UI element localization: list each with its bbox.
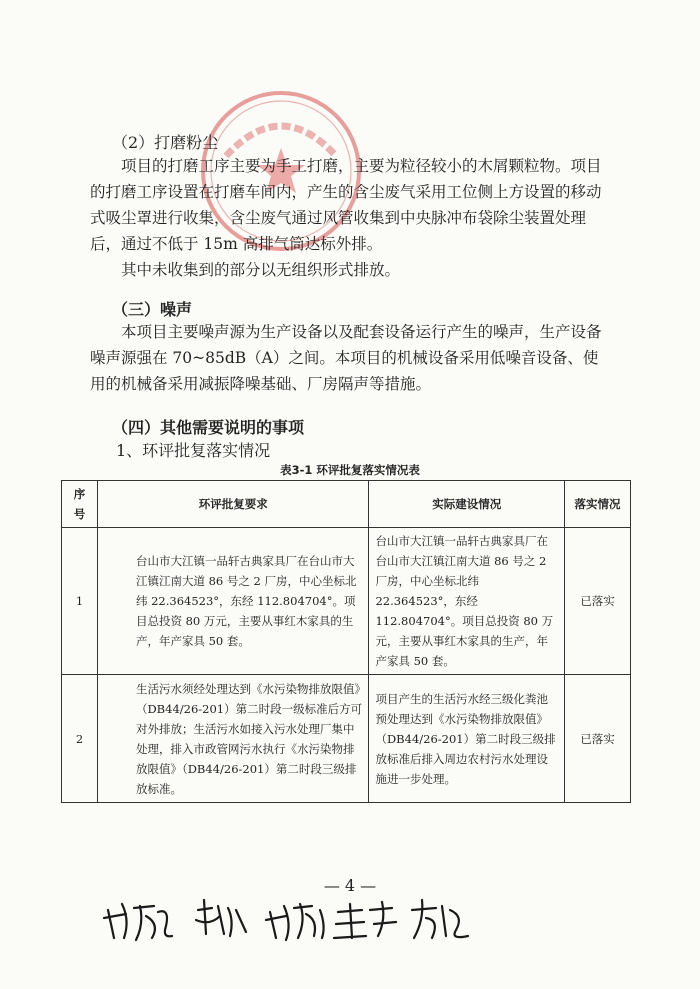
header-actual: 实际建设情况: [369, 481, 565, 528]
header-status: 落实情况: [565, 481, 631, 528]
noise-paragraph: 本项目主要噪声源为生产设备以及配套设备运行产生的噪声，生产设备噪声源强在 70~85dB（A）之间。本项目的机械设备采用低噪音设备、使用的机械备采用减振降噪基础、厂房隔声等措施。: [90, 323, 602, 393]
row-status: 已落实: [565, 528, 631, 675]
eia-approval-table: [61, 480, 631, 803]
handwritten-signatures: [100, 890, 520, 950]
other-matters-heading: （四）其他需要说明的事项: [112, 418, 305, 437]
page-number: — 4 —: [323, 876, 377, 895]
row-status: 已落实: [565, 675, 631, 803]
eia-approval-subheading: 1、环评批复落实情况: [116, 441, 271, 460]
dust-paragraph: 项目的打磨工序主要为手工打磨，主要为粒径较小的木屑颗粒物。项目的打磨工序设置在打磨车间内，产生的含尘废气采用工位侧上方设置的移动式吸尘罩进行收集，含尘废气通过风管收集到中央脉冲布袋除尘装置处理后，通过不低于 15m 高排气筒达标外排。: [90, 157, 602, 253]
dust-paragraph-2: 其中未收集到的部分以无组织形式排放。: [121, 261, 401, 279]
header-no: 序号: [62, 481, 98, 528]
row-no: 2: [62, 675, 98, 803]
table-header-row: [62, 481, 631, 528]
dust-heading: （2）打磨粉尘: [112, 133, 219, 152]
row-requirement: 生活污水须经处理达到《水污染物排放限值》（DB44/26-201）第二时段一级标准后方可对外排放；生活污水如接入污水处理厂集中处理，排入市政管网污水执行《水污染物排放限值》（DB44/26-201）第二时段三级排放标准。: [97, 675, 369, 803]
row-actual: 项目产生的生活污水经三级化粪池预处理达到《水污染物排放限值》（DB44/26-201）第二时段三级排放标准后排入周边农村污水处理设施进一步处理。: [369, 675, 565, 803]
header-requirement: 环评批复要求: [97, 481, 369, 528]
row-requirement: 台山市大江镇一品轩古典家具厂在台山市大江镇江南大道 86 号之 2 厂房，中心坐标北纬 22.364523°，东经 112.804704°。项目总投资 80 万元，主要从事红木家具的生产，年产家具 50 套。: [97, 528, 369, 675]
row-actual: 台山市大江镇一品轩古典家具厂在台山市大江镇江南大道 86 号之 2 厂房，中心坐标北纬 22.364523°，东经 112.804704°。项目总投资 80 万元，主要从事红木家具的生产，年产家具 50 套。: [369, 528, 565, 675]
noise-heading: （三）噪声: [112, 300, 193, 319]
row-no: 1: [62, 528, 98, 675]
table-caption: 表3-1 环评批复落实情况表: [280, 463, 420, 477]
table-row: [62, 675, 631, 803]
table-row: [62, 528, 631, 675]
